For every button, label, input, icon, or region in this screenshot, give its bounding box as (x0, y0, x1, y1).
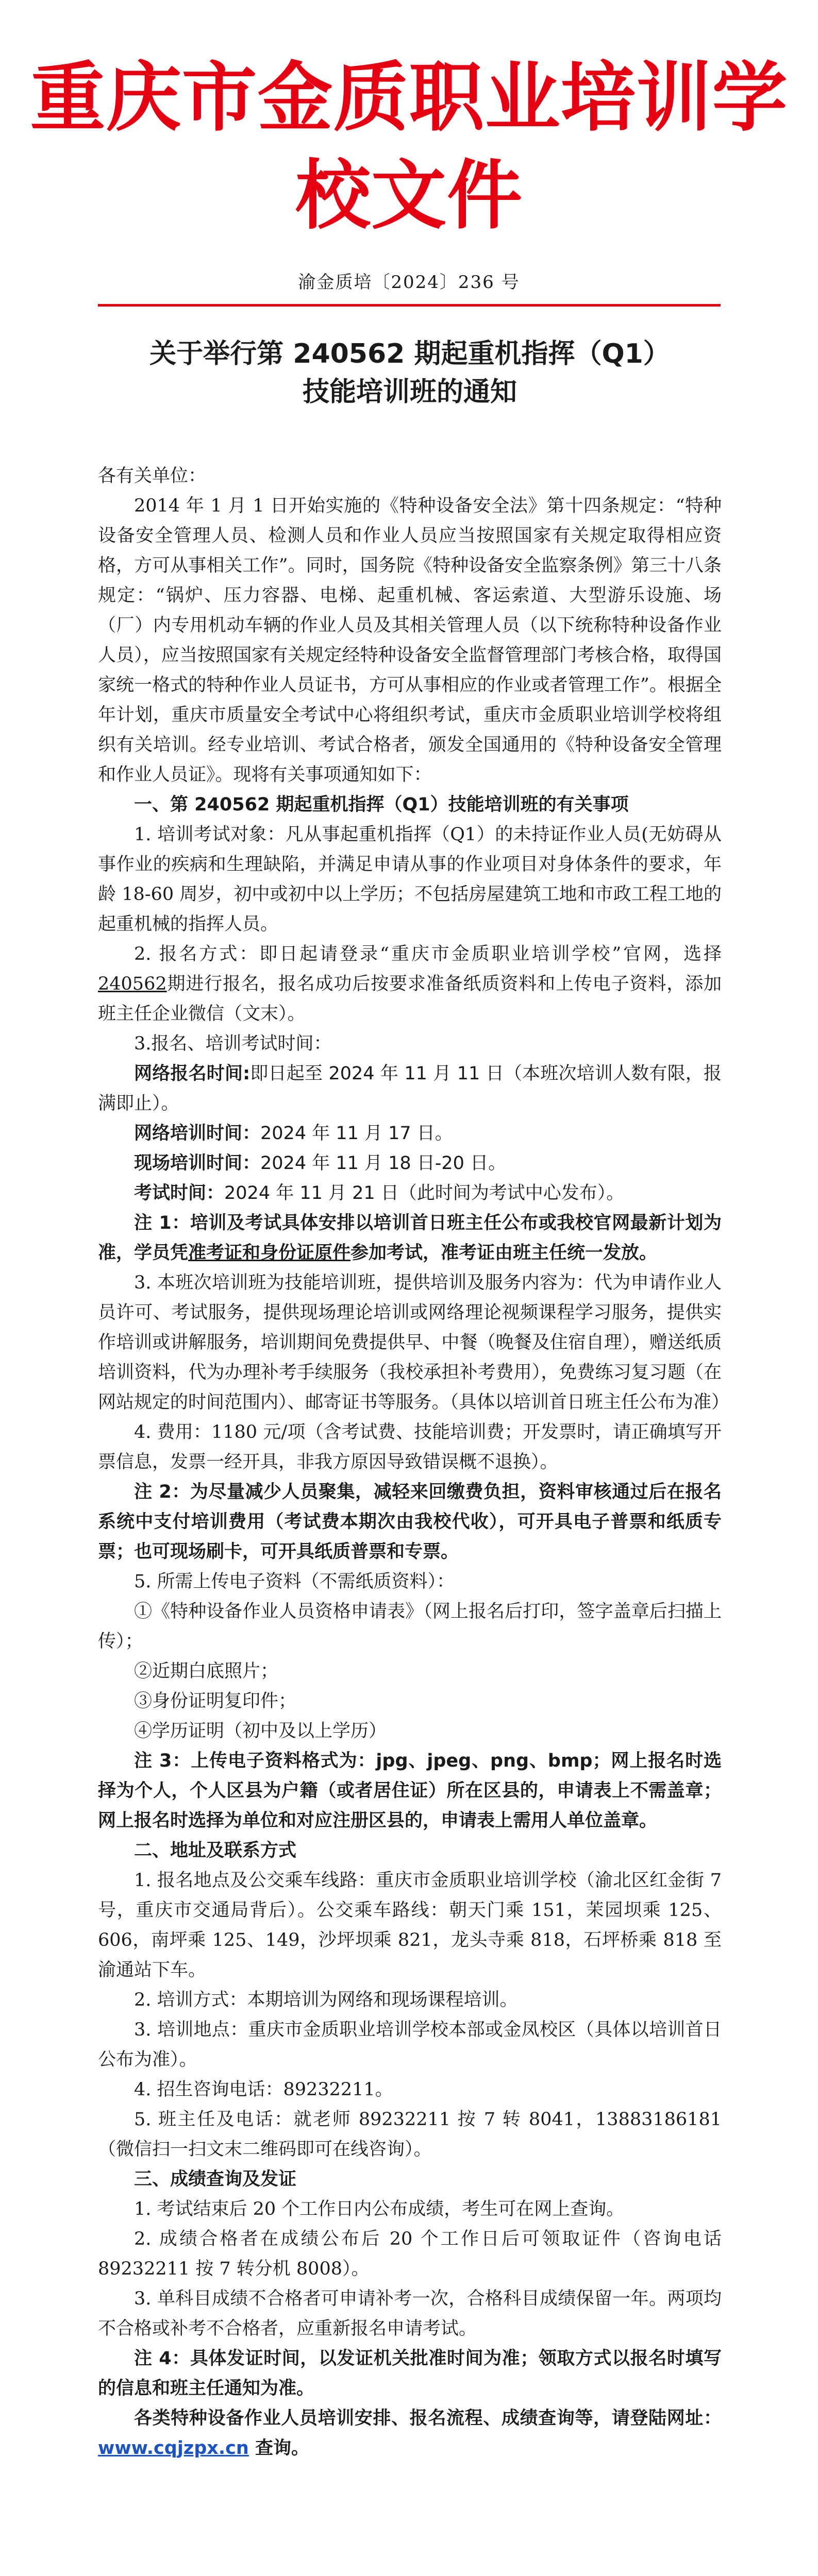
s3-results-paragraph: 1. 考试结束后 20 个工作日内公布成绩，考生可在网上查询。 (134, 2199, 625, 2219)
section-3-heading: 三、成绩查询及发证 (134, 2169, 297, 2190)
s2-training-location: 3. 培训地点：重庆市金质职业培训学校本部或金凤校区（具体以培训首日公布为准）。 (98, 2020, 722, 2070)
title-line-1: 关于举行第 240562 期起重机指挥（Q1） (149, 338, 670, 369)
material-item: ④学历证明（初中及以上学历） (134, 1721, 387, 1741)
s2-address-paragraph: 1. 报名地点及公交乘车线路：重庆市金质职业培训学校（渝北区红金街 7 号，重庆市交通局背后）。公交乘车路线：朝天门乘 151，茉园坝乘 125、606，南坪乘 125、149，沙坪坝乘 821，龙头寺乘 818，石坪桥乘 818 至渝通站下车。 (98, 1870, 722, 1980)
salutation: 各有关单位： (98, 466, 207, 486)
batch-number: 240562 (98, 974, 167, 994)
s1-target-paragraph: 1. 培训考试对象：凡从事起重机指挥（Q1）的未持证作业人员(无妨碍从事作业的疾病和生理缺陷，并满足申请从事的作业项目对身体条件的要求，年龄 18-60 周岁，初中或初中以上学历；不包括房屋建筑工地和市政工程工地的起重机械的指挥人员。 (98, 824, 722, 935)
note-2: 注 2：为尽量减少人员聚集，减轻来回缴费负担，资料审核通过后在报名系统中支付培训费用（考试费本期次由我校代收），可开具电子普票和纸质专票；也可现场刷卡，可开具纸质普票和专票。 (98, 1482, 722, 1562)
note-3: 注 3：上传电子资料格式为：jpg、jpeg、png、bmp；网上报名时选择为个人，个人区县为户籍（或者居住证）所在区县的，申请表上不需盖章；网上报名时选择为单位和对应注册区县的，申请表上需用人单位盖章。 (98, 1751, 722, 1831)
s1-online-registration-time: 网络报名时间:即日起至 2024 年 11 月 11 日（本班次培训人数有限，报满即止）。 (98, 1063, 722, 1114)
s1-upload-materials-heading: 5. 所需上传电子资料（不需纸质资料）： (134, 1571, 455, 1592)
section-1-heading: 一、第 240562 期起重机指挥（Q1）技能培训班的有关事项 (134, 794, 629, 815)
s2-hotline: 4. 招生咨询电话：89232211。 (134, 2079, 393, 2100)
s1-schedule-heading: 3.报名、培训考试时间： (134, 1033, 332, 1054)
intro-paragraph: 2014 年 1 月 1 日开始实施的《特种设备安全法》第十四条规定：“特种设备安全管理人员、检测人员和作业人员应当按照国家有关规定取得相应资格，方可从事相关工作”。同时，国务院《特种设备安全监察条例》第三十八条规定：“锅炉、压力容器、电梯、起重机械、客运索道、大型游乐设施、场（厂）内专用机动车辆的作业人员及其相关管理人员（以下统称特种设备作业人员），应当按照国家有关规定经特种设备安全监督管理部门考核合格，取得国家统一格式的特种作业人员证书，方可从事相应的作业或者管理工作”。根据全年计划，重庆市质量安全考试中心将组织考试，重庆市金质职业培训学校将组织有关培训。经专业培训、考试合格者，颁发全国通用的《特种设备安全管理和作业人员证》。现将有关事项通知如下： (98, 496, 722, 785)
notice-title (77, 335, 742, 411)
s1-registration-paragraph: 2. 报名方式：即日起请登录“重庆市金质职业培训学校”官网，选择240562期进行报名，报名成功后按要求准备纸质资料和上传电子资料，添加班主任企业微信（文末）。 (98, 944, 722, 1024)
s2-teacher-contact: 5. 班主任及电话：就老师 89232211 按 7 转 8041，13883186181（微信扫一扫文末二维码即可在线咨询）。 (98, 2109, 722, 2160)
s3-certificate-paragraph: 2. 成绩合格者在成绩公布后 20 个工作日后可领取证件（咨询电话 89232211 按 7 转分机 8008）。 (98, 2229, 722, 2279)
s1-services-paragraph: 3. 本班次培训班为技能培训班，提供培训及服务内容为：代为申请作业人员许可、考试服务，提供现场理论培训或网络理论视频课程学习服务，提供实作培训或讲解服务，培训期间免费提供早、中餐（晚餐及住宿自理），赠送纸质培训资料，代为办理补考手续服务（我校承担补考费用），免费练习复习题（在网站规定的时间范围内）、邮寄证书等服务。（具体以培训首日班主任公布为准） (98, 1273, 730, 1413)
s1-fee-paragraph: 4. 费用：1180 元/项（含考试费、技能培训费；开发票时，请正确填写开票信息，发票一经开具，非我方原因导致错误概不退换）。 (98, 1422, 722, 1472)
material-item: ①《特种设备作业人员资格申请表》（网上报名后打印，签字盖章后扫描上传）； (98, 1601, 722, 1652)
website-paragraph: 各类特种设备作业人员培训安排、报名流程、成绩查询等，请登陆网址：www.cqjzpx.cn 查询。 (98, 2408, 722, 2459)
section-2-heading: 二、地址及联系方式 (134, 1840, 297, 1861)
notice-body (98, 461, 730, 2463)
s1-onsite-training-time: 现场培训时间：2024 年 11 月 18 日-20 日。 (134, 1153, 507, 1174)
material-item: ②近期白底照片； (134, 1661, 279, 1682)
title-line-2: 技能培训班的通知 (302, 377, 517, 408)
document-number: 渝金质培〔2024〕236 号 (298, 272, 520, 293)
red-divider-line (98, 304, 721, 307)
note-4: 注 4：具体发证时间，以发证机关批准时间为准；领取方式以报名时填写的信息和班主任通知为准。 (98, 2348, 722, 2399)
note-1: 注 1：培训及考试具体安排以培训首日班主任公布或我校官网最新计划为准，学员凭准考证和身份证原件参加考试，准考证由班主任统一发放。 (98, 1213, 722, 1263)
material-item: ③身份证明复印件； (134, 1691, 297, 1711)
s2-training-mode: 2. 培训方式：本期培训为网络和现场课程培训。 (134, 1990, 518, 2010)
s1-exam-time: 考试时间：2024 年 11 月 21 日（此时间为考试中心发布）。 (134, 1183, 625, 1204)
s1-online-training-time: 网络培训时间：2024 年 11 月 17 日。 (134, 1123, 453, 1144)
s3-retake-paragraph: 3. 单科目成绩不合格者可申请补考一次，合格科目成绩保留一年。两项均不合格或补考不合格者，应重新报名申请考试。 (98, 2289, 722, 2339)
website-link[interactable]: www.cqjzpx.cn (98, 2438, 249, 2459)
masthead-title: 重庆市金质职业培训学校文件 (30, 54, 788, 240)
